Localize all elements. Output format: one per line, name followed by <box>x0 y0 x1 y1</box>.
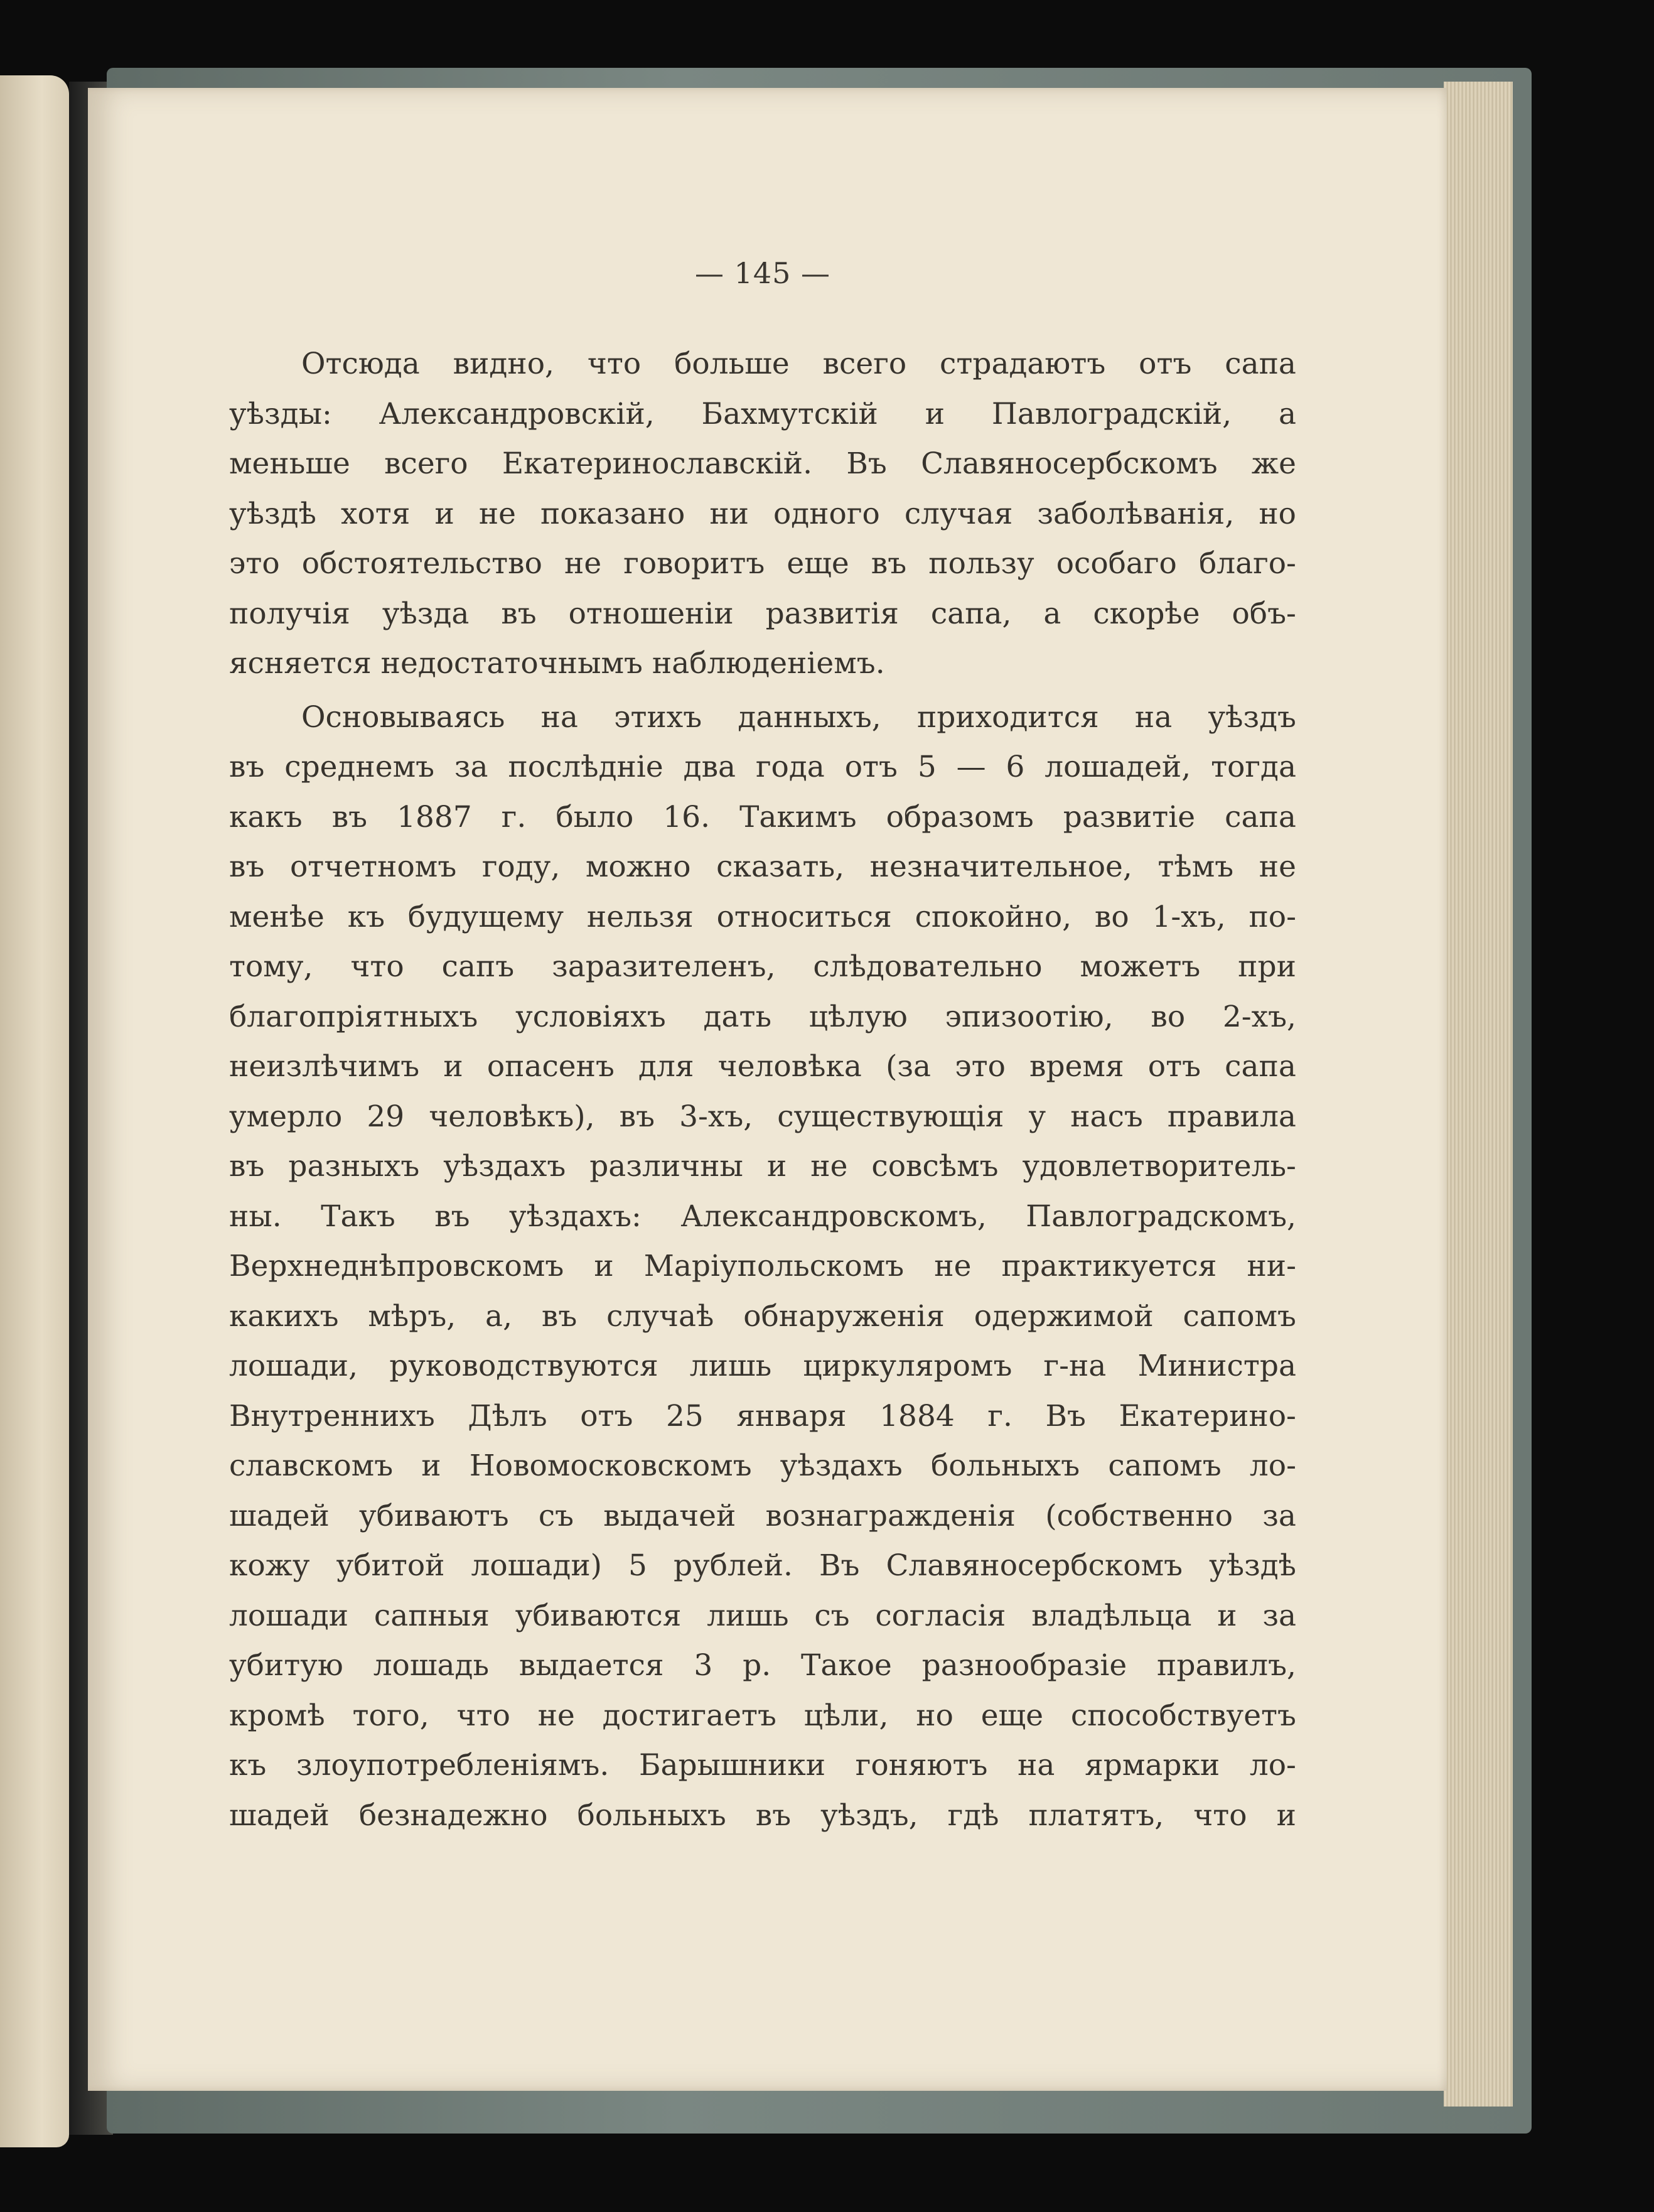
paragraph-2 <box>229 693 1296 1841</box>
text-line: менѣе къ будущему нельзя относиться спокойно, во 1-хъ, по- <box>229 899 1296 934</box>
text-line: кромѣ того, что не достигаетъ цѣли, но еще способствуетъ <box>229 1698 1296 1733</box>
text-line: Отсюда видно, что больше всего страдаютъ отъ сапа <box>301 347 1296 381</box>
text-line: лошади, руководствуются лишь циркуляромъ г-на Министра <box>229 1349 1296 1383</box>
text-line: уѣздѣ хотя и не показано ни одного случая заболѣванія, но <box>229 496 1296 531</box>
text-line: къ злоупотребленіямъ. Барышники гоняютъ на ярмарки ло- <box>229 1748 1296 1783</box>
text-line: меньше всего Екатеринославскій. Въ Славяносербскомъ же <box>229 446 1296 481</box>
text-line: шадей безнадежно больныхъ въ уѣздъ, гдѣ платятъ, что и <box>229 1798 1296 1833</box>
page-edges <box>1444 82 1513 2107</box>
text-line: убитую лошадь выдается 3 р. Такое разнообразіе правилъ, <box>229 1648 1296 1683</box>
text-line: благопріятныхъ условіяхъ дать цѣлую эпизоотію, во 2-хъ, <box>229 999 1296 1034</box>
text-line: неизлѣчимъ и опасенъ для человѣка (за это время отъ сапа <box>229 1049 1296 1084</box>
text-line: какихъ мѣръ, а, въ случаѣ обнаруженія одержимой сапомъ <box>229 1298 1296 1334</box>
text-line: въ разныхъ уѣздахъ различны и не совсѣмъ удовлетворитель- <box>229 1149 1296 1184</box>
text-line: какъ въ 1887 г. было 16. Такимъ образомъ развитіе сапа <box>229 799 1296 834</box>
text-line: кожу убитой лошади) 5 рублей. Въ Славяносербскомъ уѣздѣ <box>229 1548 1296 1583</box>
text-line: это обстоятельство не говоритъ еще въ пользу особаго благо- <box>229 546 1296 581</box>
text-line: лошади сапныя убиваются лишь съ согласія владѣльца и за <box>229 1598 1296 1633</box>
page-text <box>229 339 1296 1840</box>
text-line: славскомъ и Новомосковскомъ уѣздахъ больныхъ сапомъ ло- <box>229 1449 1296 1483</box>
text-line: Внутреннихъ Дѣлъ отъ 25 января 1884 г. Въ Екатерино- <box>229 1398 1296 1433</box>
text-line: въ отчетномъ году, можно сказать, незначительное, тѣмъ не <box>229 850 1296 884</box>
book-page <box>88 88 1447 2091</box>
text-line: умерло 29 человѣкъ), въ 3-хъ, существующія у насъ правила <box>229 1099 1296 1134</box>
text-line: ясняется недостаточнымъ наблюденіемъ. <box>229 646 885 681</box>
text-line: уѣзды: Александровскій, Бахмутскій и Павлоградскій, а <box>229 396 1296 431</box>
text-line: въ среднемъ за послѣдніе два года отъ 5 — 6 лошадей, тогда <box>229 750 1296 784</box>
text-line: получія уѣзда въ отношеніи развитія сапа, а скорѣе объ- <box>229 596 1296 631</box>
page-number: — 145 — <box>694 256 831 290</box>
left-page-edge <box>0 75 69 2147</box>
text-line: Верхнеднѣпровскомъ и Маріупольскомъ не практикуется ни- <box>229 1249 1296 1283</box>
paragraph-1 <box>229 339 1296 689</box>
text-line: тому, что сапъ заразителенъ, слѣдовательно можетъ при <box>229 949 1296 984</box>
text-line: Основываясь на этихъ данныхъ, приходится на уѣздъ <box>301 699 1296 735</box>
text-line: шадей убиваютъ съ выдачей вознагражденія (собственно за <box>229 1498 1296 1533</box>
text-line: ны. Такъ въ уѣздахъ: Александровскомъ, Павлоградскомъ, <box>229 1199 1296 1234</box>
